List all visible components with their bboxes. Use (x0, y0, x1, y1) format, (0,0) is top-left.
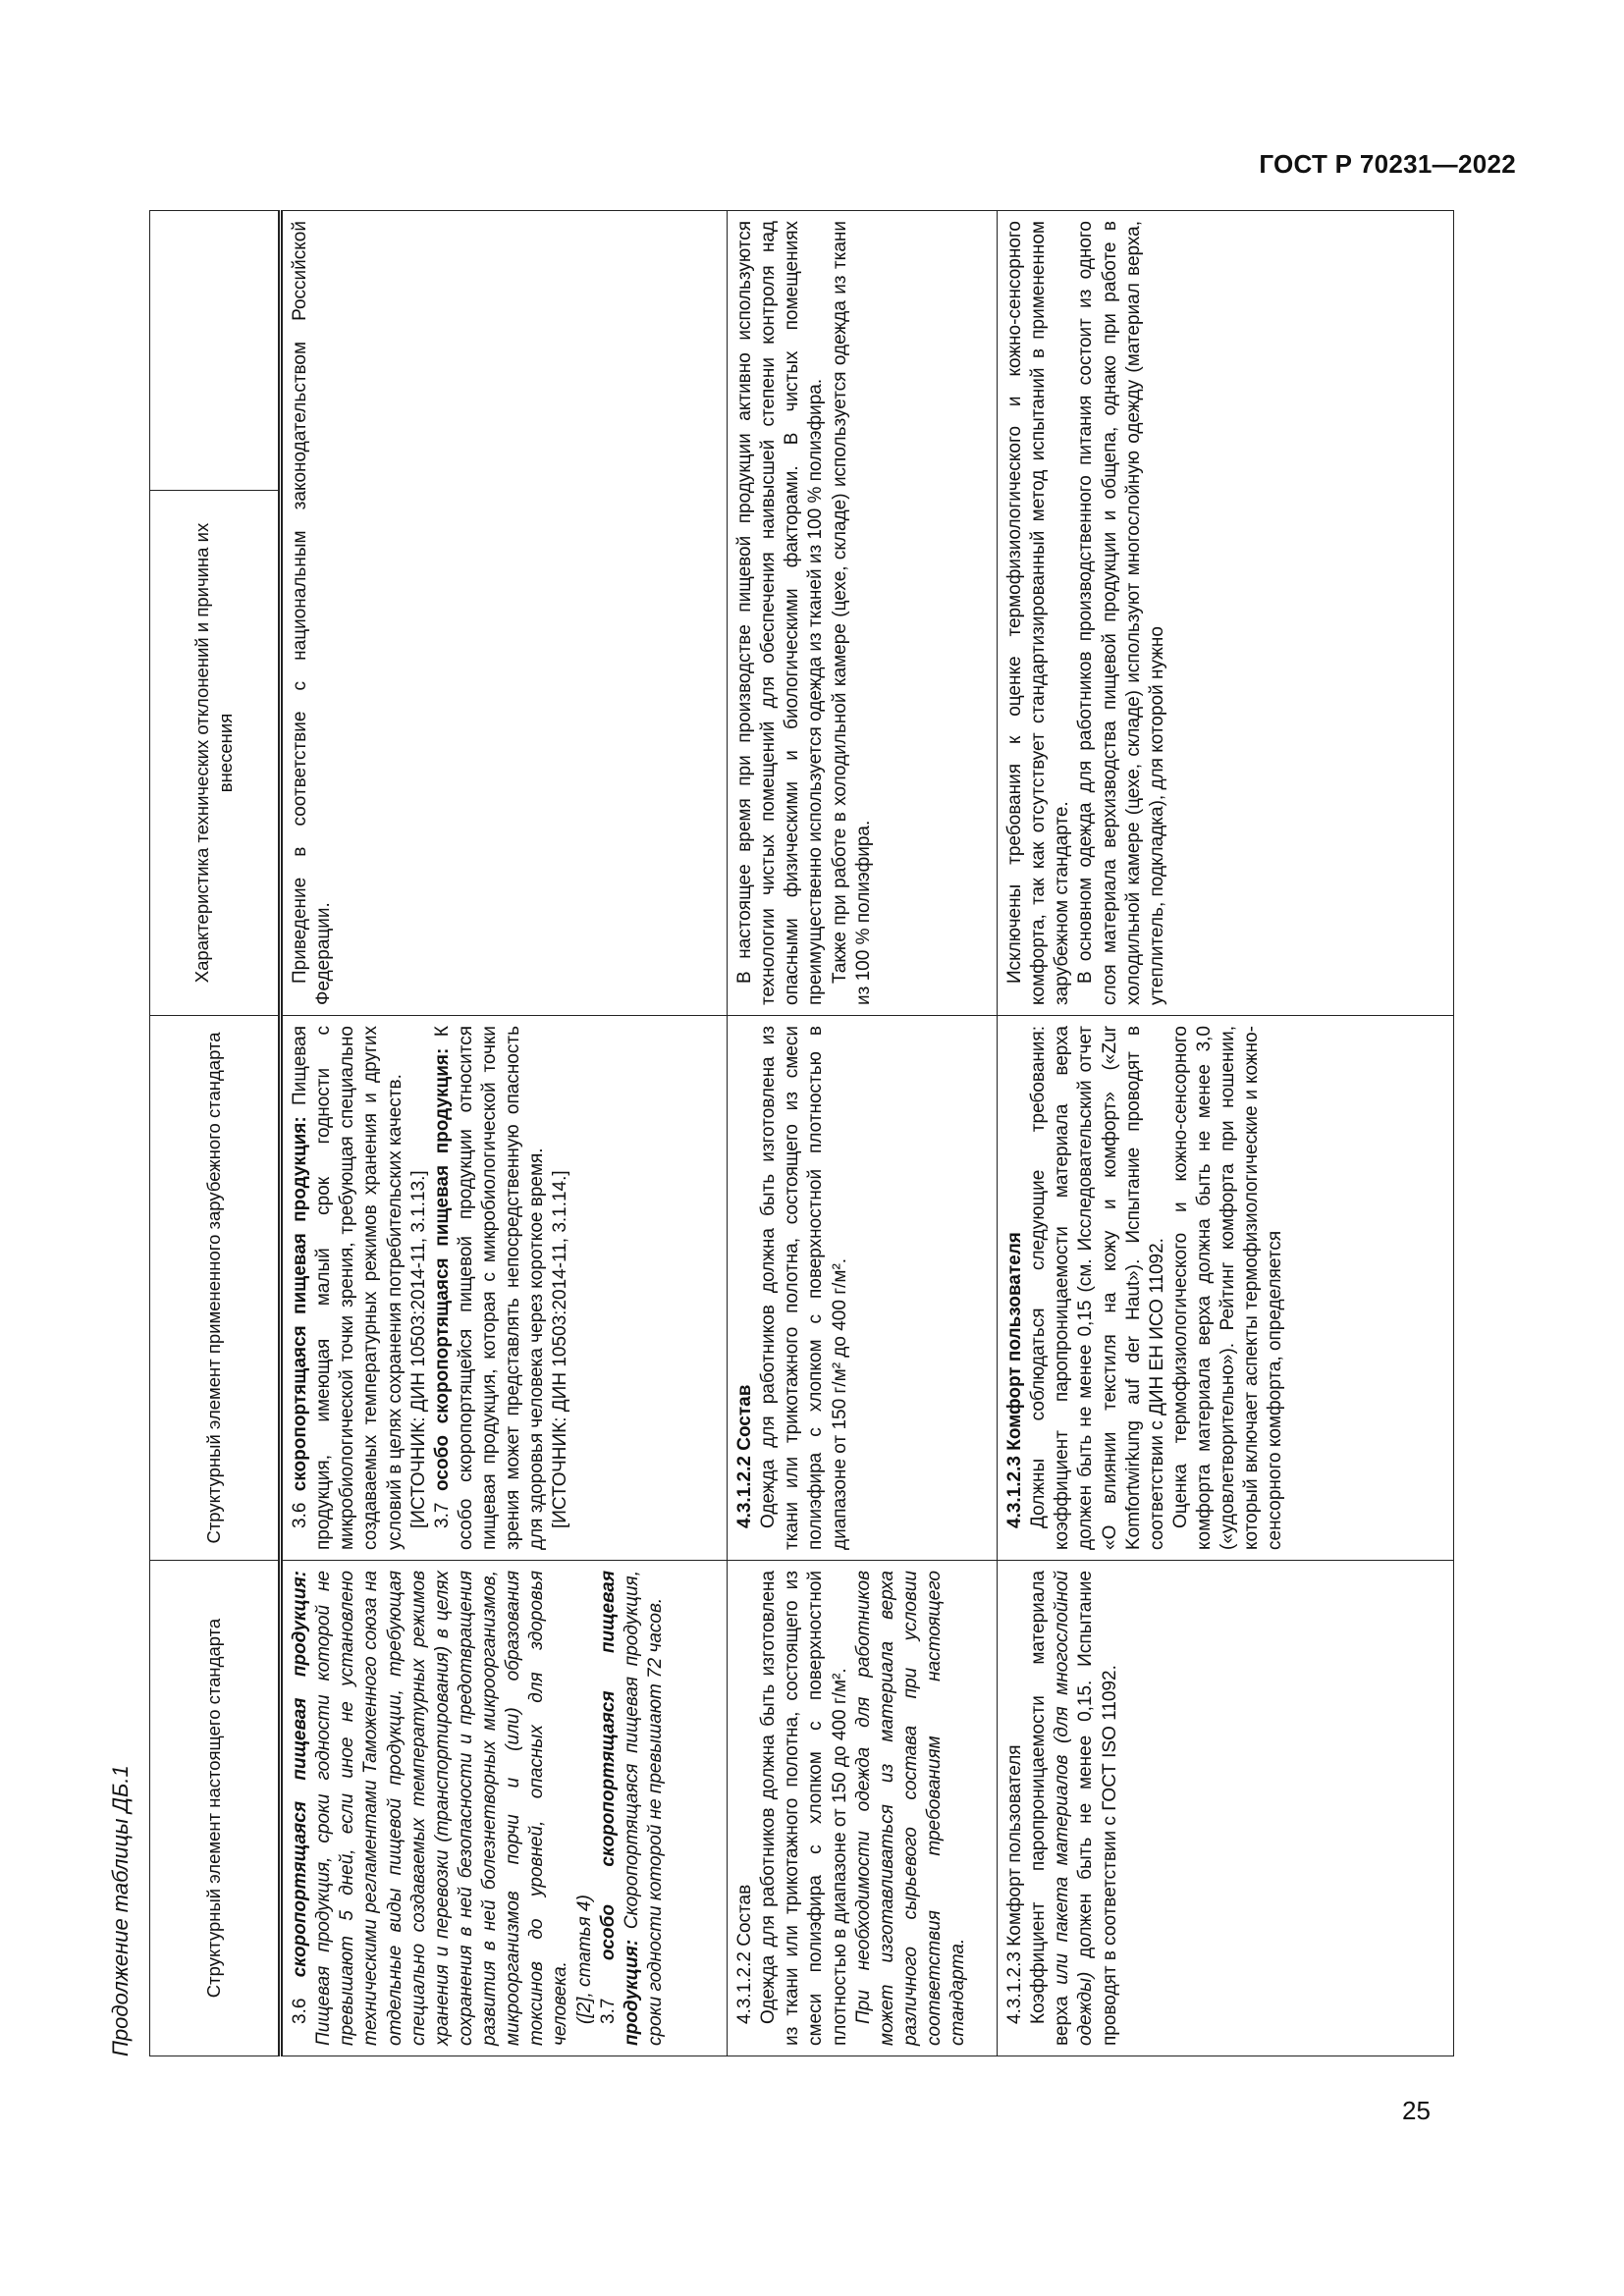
deviation-text-2: В основном одежда для работников производственного питания состоит из одного слоя материала верхизводства пищевой продукции и общепа, однако при работе в холодильной камере (цехе, складе) используют многослойную одежду (материал верха, утеплитель, подкладка), для которой нужно (1075, 221, 1167, 1005)
comfort-text: Коэффициент паропроницаемости материала верха или пакета материалов (для многослойной одежды) должен быть не менее 0,15. Испытание проводят в соответствии с ГОСТ ISO 11092. (1028, 1571, 1120, 2046)
cell-composition-reason (728, 211, 998, 1016)
cell-national-definitions (281, 1561, 728, 2056)
header-foreign-standard: Структурный элемент примененного зарубежного стандарта (150, 1016, 281, 1561)
header-national-standard: Структурный элемент настоящего стандарта (150, 1561, 281, 2056)
cell-foreign-definitions (281, 1016, 728, 1561)
table-row (728, 211, 998, 2056)
section-title: 4.3.1.2.2 Состав (734, 1884, 755, 2024)
deviation-text: В настоящее время при производстве пищевой продукции активно используются технологии чистых помещений для обеспечения наивысшей степени контроля над опасными физическими и биологическими факторами. В чистых помещениях преимущественно используется одежда из тканей из 100 % полиэфира. (734, 221, 827, 1005)
composition-note: При необходимости одежда для работников может изготавливаться из материала верха различного сырьевого состава при условии соответствия требованиям настоящего стандарта. (852, 1571, 969, 2046)
cell-comfort-reason (998, 211, 1454, 1016)
table-row (281, 211, 728, 2056)
section-title: 4.3.1.2.3 Комфорт пользователя (1004, 1232, 1025, 1528)
section-title: 4.3.1.2.2 Состав (734, 1384, 755, 1528)
rotated-table-area (108, 211, 1414, 2056)
cell-national-composition (728, 1561, 998, 2056)
composition-text: Одежда для работников должна быть изготовлена из ткани или трикотажного полотна, состоящего из смеси полиэфира с хлопком с поверхностной плотностью в диапазоне от 150 до 400 г/м². (758, 1571, 850, 2046)
foreign-definition-3-6: 3.6 скоропортящаяся пищевая продукция: Пищевая продукция, имеющая малый срок годности с микробиологической точки зрения, требующая специально создаваемых температурных режимов хранения и других условий в целях сохранения потребительских качеств. (290, 1026, 406, 1550)
foreign-definition-3-7: 3.7 особо скоропортящаяся пищевая продукция: К особо скоропортящейся пищевой продукции относится пищевая продукция, которая с микробиологической точки зрения может представлять непосредственную опасность для здоровья человека через короткое время. (431, 1025, 548, 1550)
comfort-text: Должны соблюдаться следующие требования: коэффициент паропроницаемости материала верха должен быть не менее 0,15 (см. Исследовательский отчет «О влиянии текстиля на кожу и комфорт» («Zur Komfortwirkung auf der Haut»). Испытание проводят в соответствии с ДИН ЕН ИСО 11092. (1028, 1026, 1167, 1550)
definition-reference: ([2], статья 4) (573, 1895, 595, 2024)
comfort-text-2: Оценка термофизиологического и кожно-сенсорного комфорта материала верха должна быть не менее 3,0 («удовлетворительно»). Рейтинг комфорта при ношении, который включает аспекты термофизиологические и кожно-сенсорного комфорта, определяется (1169, 1026, 1286, 1550)
definition-3-7: 3.7 особо скоропортящаяся пищевая продукция: Скоропортящаяся пищевая продукция, сроки годности которой не превышают 72 часов. (597, 1570, 666, 2046)
deviation-text-2: Также при работе в холодильной камере (цехе, складе) используется одежда из ткани из 100 % полиэфира. (829, 221, 874, 1005)
comparison-table (149, 210, 1454, 2056)
document-code: ГОСТ Р 70231—2022 (1259, 149, 1516, 179)
cell-foreign-comfort (998, 1016, 1454, 1561)
cell-deviation-reason (281, 211, 728, 1016)
definition-3-6: 3.6 скоропортящаяся пищевая продукция: Пищевая продукция, сроки годности которой не превышают 5 дней, если иное не установлено техническими регламентами Таможенного союза на отдельные виды пищевой продукции, требующая специально создаваемых температурных режимов хранения и перевозки (транспортирования) в целях сохранения в ней безопасности и предотвращения развития в ней болезнетворных микроорганизмов, микроорганизмов порчи и (или) образования токсинов до уровней, опасных для здоровья человека. (290, 1571, 571, 2046)
header-continuation-column (150, 211, 281, 491)
cell-national-comfort (998, 1561, 1454, 2056)
table-row (998, 211, 1454, 2056)
cell-foreign-composition (728, 1016, 998, 1561)
page-number: 25 (1402, 2096, 1431, 2125)
deviation-text: Приведение в соответствие с национальным законодательством Российской Федерации. (290, 221, 335, 1005)
composition-text: Одежда для работников должна быть изготовлена из ткани или трикотажного полотна, состоящего из смеси полиэфира с хлопком с поверхностной плотностью в диапазоне от 150 г/м² до 400 г/м². (758, 1026, 850, 1550)
foreign-source-1: [ИСТОЧНИК: ДИН 10503:2014-11, 3.1.13.] (407, 1170, 429, 1528)
deviation-text: Исключены требования к оценке термофизиологического и кожно-сенсорного комфорта, так как отсутствует стандартизированный метод испытаний в примененном зарубежном стандарте. (1004, 221, 1073, 1005)
table-header-row (150, 211, 281, 2056)
table-caption: Продолжение таблицы ДБ.1 (108, 1765, 133, 2056)
header-deviation-reason: Характеристика технических отклонений и причина их внесения (150, 491, 281, 1016)
foreign-source-2: [ИСТОЧНИК: ДИН 10503:2014-11, 3.1.14.] (550, 1170, 571, 1528)
section-title: 4.3.1.2.3 Комфорт пользователя (1004, 1744, 1025, 2024)
